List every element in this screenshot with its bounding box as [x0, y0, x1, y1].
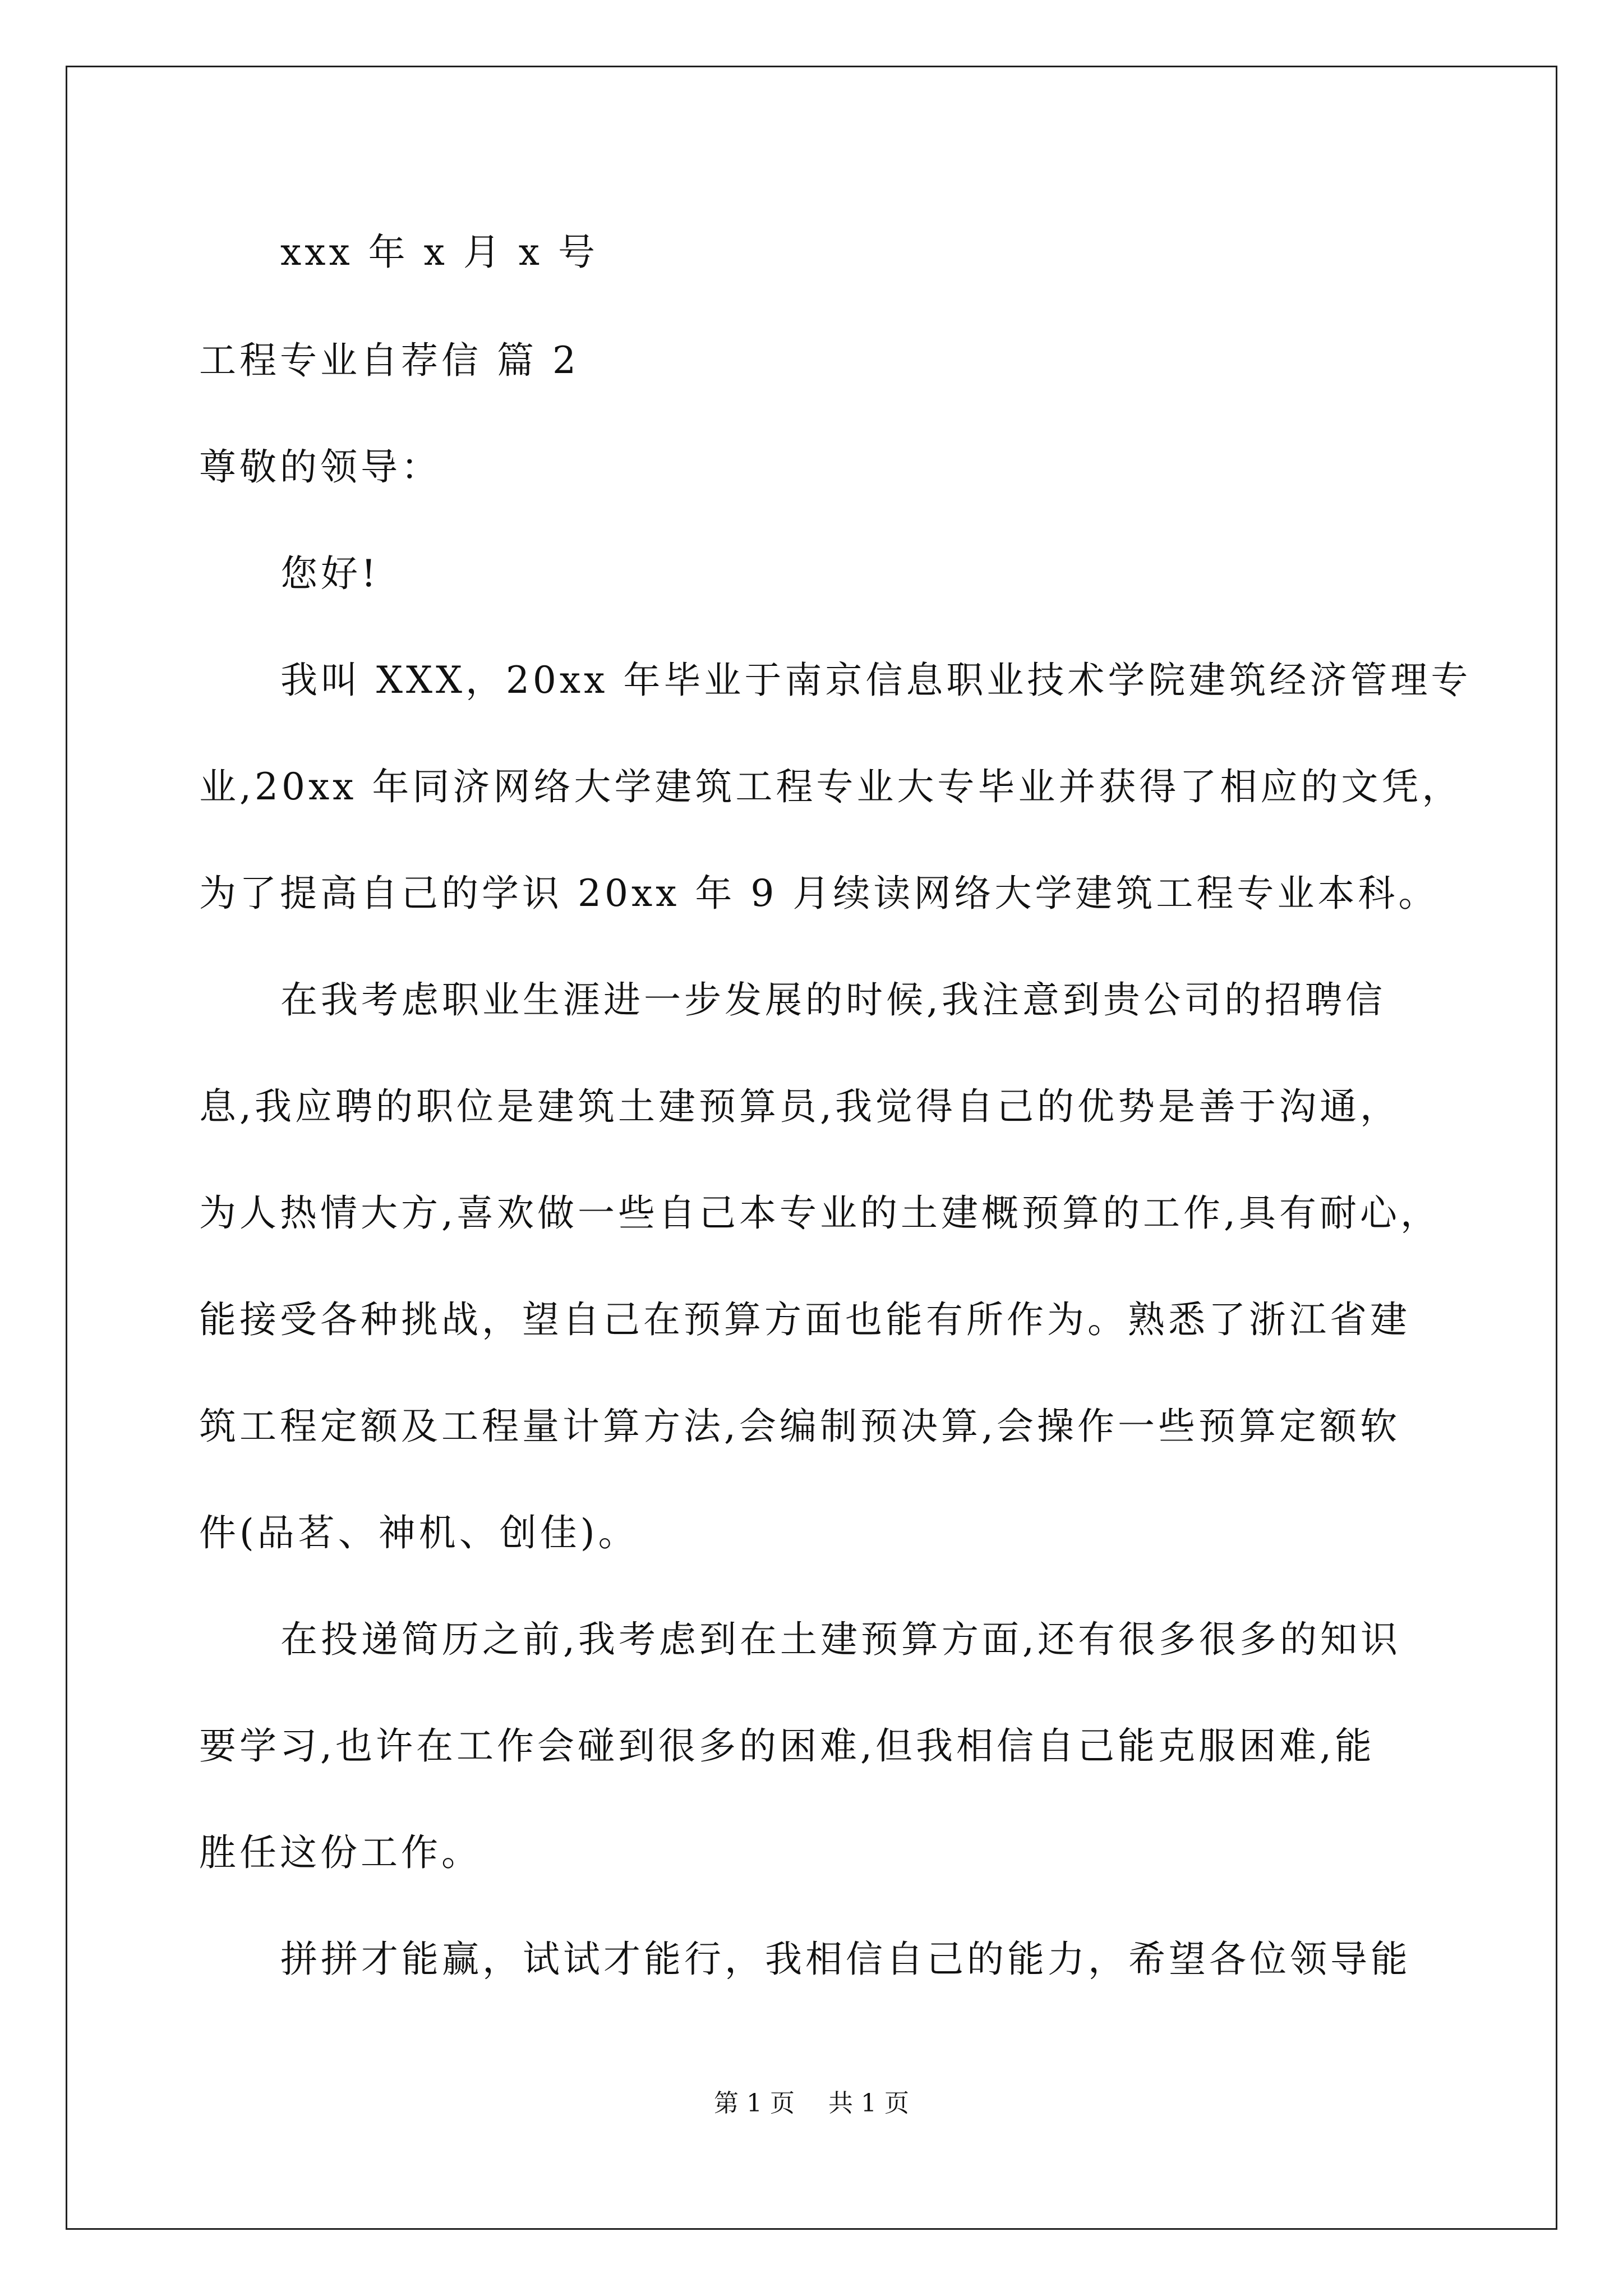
body-line: 能接受各种挑战，望自己在预算方面也能有所作为。熟悉了浙江省建 [199, 1298, 1410, 1341]
body-line: 胜任这份工作。 [199, 1831, 482, 1874]
body-line: 要学习,也许在工作会碰到很多的困难,但我相信自己能克服困难,能 [199, 1724, 1375, 1768]
body-line: 在我考虑职业生涯进一步发展的时候,我注意到贵公司的招聘信 [280, 978, 1386, 1022]
page-number: 第 1 页 [714, 2089, 795, 2118]
body-line: 为了提高自己的学识 20xx 年 9 月续读网络大学建筑工程专业本科。 [199, 872, 1439, 915]
body-line: 我叫 XXX，20xx 年毕业于南京信息职业技术学院建筑经济管理专 [280, 659, 1472, 702]
body-line: 件(品茗、神机、创佳)。 [199, 1511, 639, 1554]
body-line: 为人热情大方,喜欢做一些自己本专业的土建概预算的工作,具有耐心， [199, 1191, 1441, 1235]
body-line: 拼拼才能赢，试试才能行，我相信自己的能力，希望各位领导能 [280, 1938, 1411, 1981]
body-line: 在投递简历之前,我考虑到在土建预算方面,还有很多很多的知识 [280, 1618, 1401, 1661]
date-line: xxx 年 x 月 x 号 [280, 231, 599, 274]
page-total: 共 1 页 [828, 2089, 909, 2118]
letter-heading: 工程专业自荐信 篇 2 [199, 339, 579, 382]
body-line: 息,我应聘的职位是建筑土建预算员,我觉得自己的优势是善于沟通， [199, 1085, 1400, 1128]
greeting: 您好! [280, 552, 380, 595]
body-line: 业,20xx 年同济网络大学建筑工程专业大专毕业并获得了相应的文凭， [199, 765, 1463, 808]
page-border [66, 66, 1557, 2230]
page-footer [0, 2091, 1623, 2116]
salutation: 尊敬的领导： [199, 445, 441, 489]
body-line: 筑工程定额及工程量计算方法,会编制预决算,会操作一些预算定额软 [199, 1405, 1400, 1448]
